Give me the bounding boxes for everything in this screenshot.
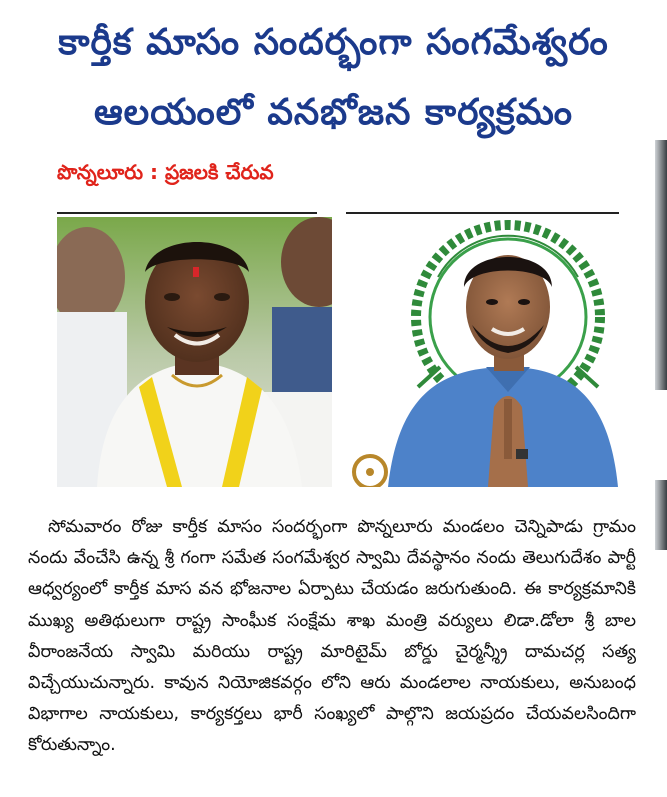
adjacent-photo-edge xyxy=(655,140,667,390)
article-body: సోమవారం రోజు కార్తీక మాసం సందర్భంగా పొన్నలూరు మండలం చెన్నిపాడు గ్రామం నందు వేంచేసి ఉన్న శ్రీ గంగా సమేత సంగమేశ్వర స్వామి దేవస్థానం నందు తెలుగుదేశం పార్టీ ఆధ్వర్యంలో కార్తీక మాస వన భోజనాల ఏర్పాటు చేయడం జరుగుతుంది. ఈ కార్యక్రమానికి ముఖ్య అతిథులుగా రాష్ట్ర సాంఘీక సంక్షేమ శాఖ మంత్రి వర్యులు లిడా.డోలా శ్రీ బాల వీరాంజనేయ స్వామి మరియు రాష్ట్ర మారిటైమ్ బోర్డు చైర్మన్శ్రీ దామచర్ల సత్య విచ్చేయుచున్నారు. కావున నియోజికవర్గం లోని ఆరు మండలాల నాయకులు, అనుబంధ విభాగాల నాయకులు, కార్యకర్తలు భారీ సంఖ్యలో పాల్గొని జయప్రదం చేయవలసిందిగా కోరుతున్నాం. xyxy=(28,517,636,756)
photo-minister-illustration xyxy=(348,217,618,487)
photo-leader xyxy=(57,217,332,487)
adjacent-photo-edge-lower xyxy=(655,480,667,550)
byline: పొన్నలూరు : ప్రజలకి చేరువ xyxy=(57,160,274,184)
divider-right xyxy=(346,212,619,214)
photo-leader-illustration xyxy=(57,217,332,487)
photo-minister xyxy=(348,217,618,487)
headline-line-2: ఆలయంలో వనభోజన కార్యక్రమం xyxy=(93,92,574,133)
headline-line-1: కార్తీక మాసం సందర్భంగా సంగమేశ్వరం xyxy=(58,22,609,63)
divider-left xyxy=(57,212,317,214)
